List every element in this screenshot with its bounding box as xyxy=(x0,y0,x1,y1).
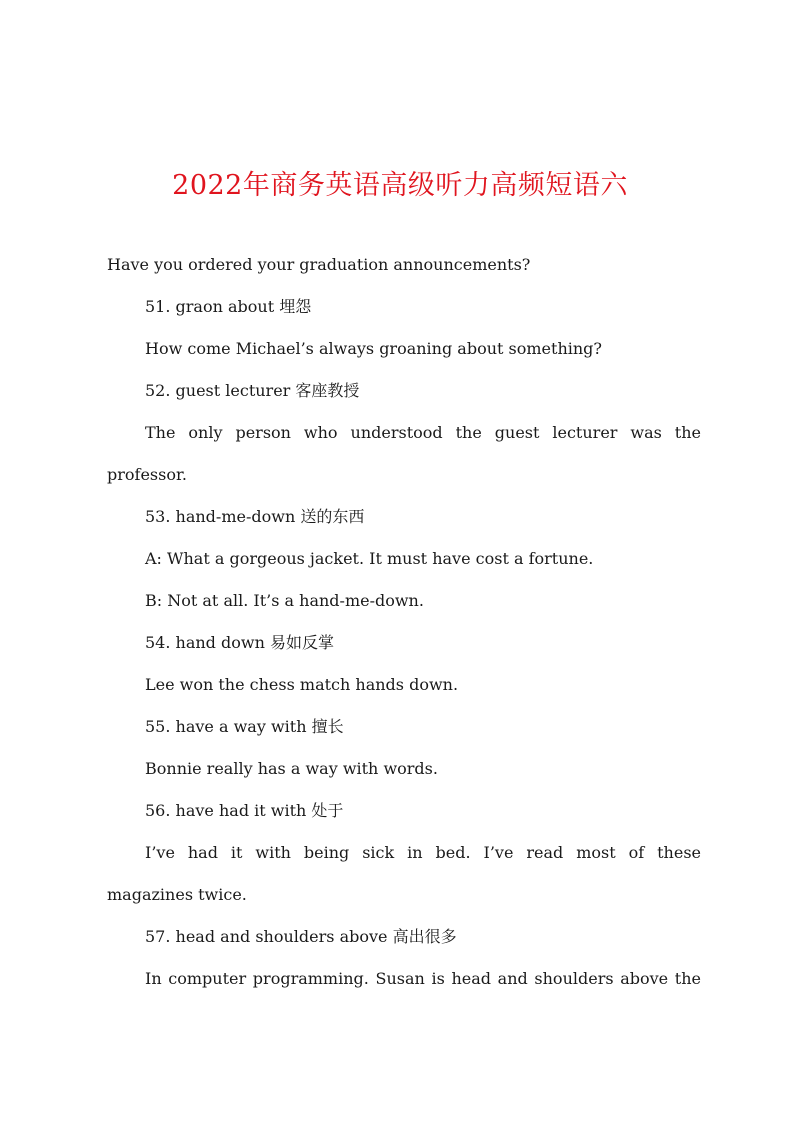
phrase-entry: 55. have a way with 擅长 xyxy=(145,717,344,736)
example-sentence-continued: professor. xyxy=(107,465,187,484)
text-line: Have you ordered your graduation announcements? xyxy=(107,255,531,274)
phrase-entry: 53. hand-me-down 送的东西 xyxy=(145,507,365,526)
example-sentence: Bonnie really has a way with words. xyxy=(145,759,438,778)
document-body xyxy=(107,244,701,1000)
example-sentence: I’ve had it with being sick in bed. I’ve read most of these xyxy=(145,843,701,862)
example-sentence: B: Not at all. It’s a hand-me-down. xyxy=(145,591,424,610)
example-sentence-continued: magazines twice. xyxy=(107,885,247,904)
phrase-entry: 56. have had it with 处于 xyxy=(145,801,344,820)
page-title: 2022年商务英语高级听力高频短语六 xyxy=(172,170,628,201)
phrase-entry: 51. graon about 埋怨 xyxy=(145,297,312,316)
example-sentence: In computer programming. Susan is head and shoulders above the xyxy=(145,969,701,988)
example-sentence: A: What a gorgeous jacket. It must have cost a fortune. xyxy=(145,549,594,568)
example-sentence: The only person who understood the guest lecturer was the xyxy=(145,423,701,442)
phrase-entry: 57. head and shoulders above 高出很多 xyxy=(145,927,457,946)
example-sentence: Lee won the chess match hands down. xyxy=(145,675,459,694)
example-sentence: How come Michael’s always groaning about something? xyxy=(145,339,602,358)
phrase-entry: 54. hand down 易如反掌 xyxy=(145,633,334,652)
phrase-entry: 52. guest lecturer 客座教授 xyxy=(145,381,360,400)
